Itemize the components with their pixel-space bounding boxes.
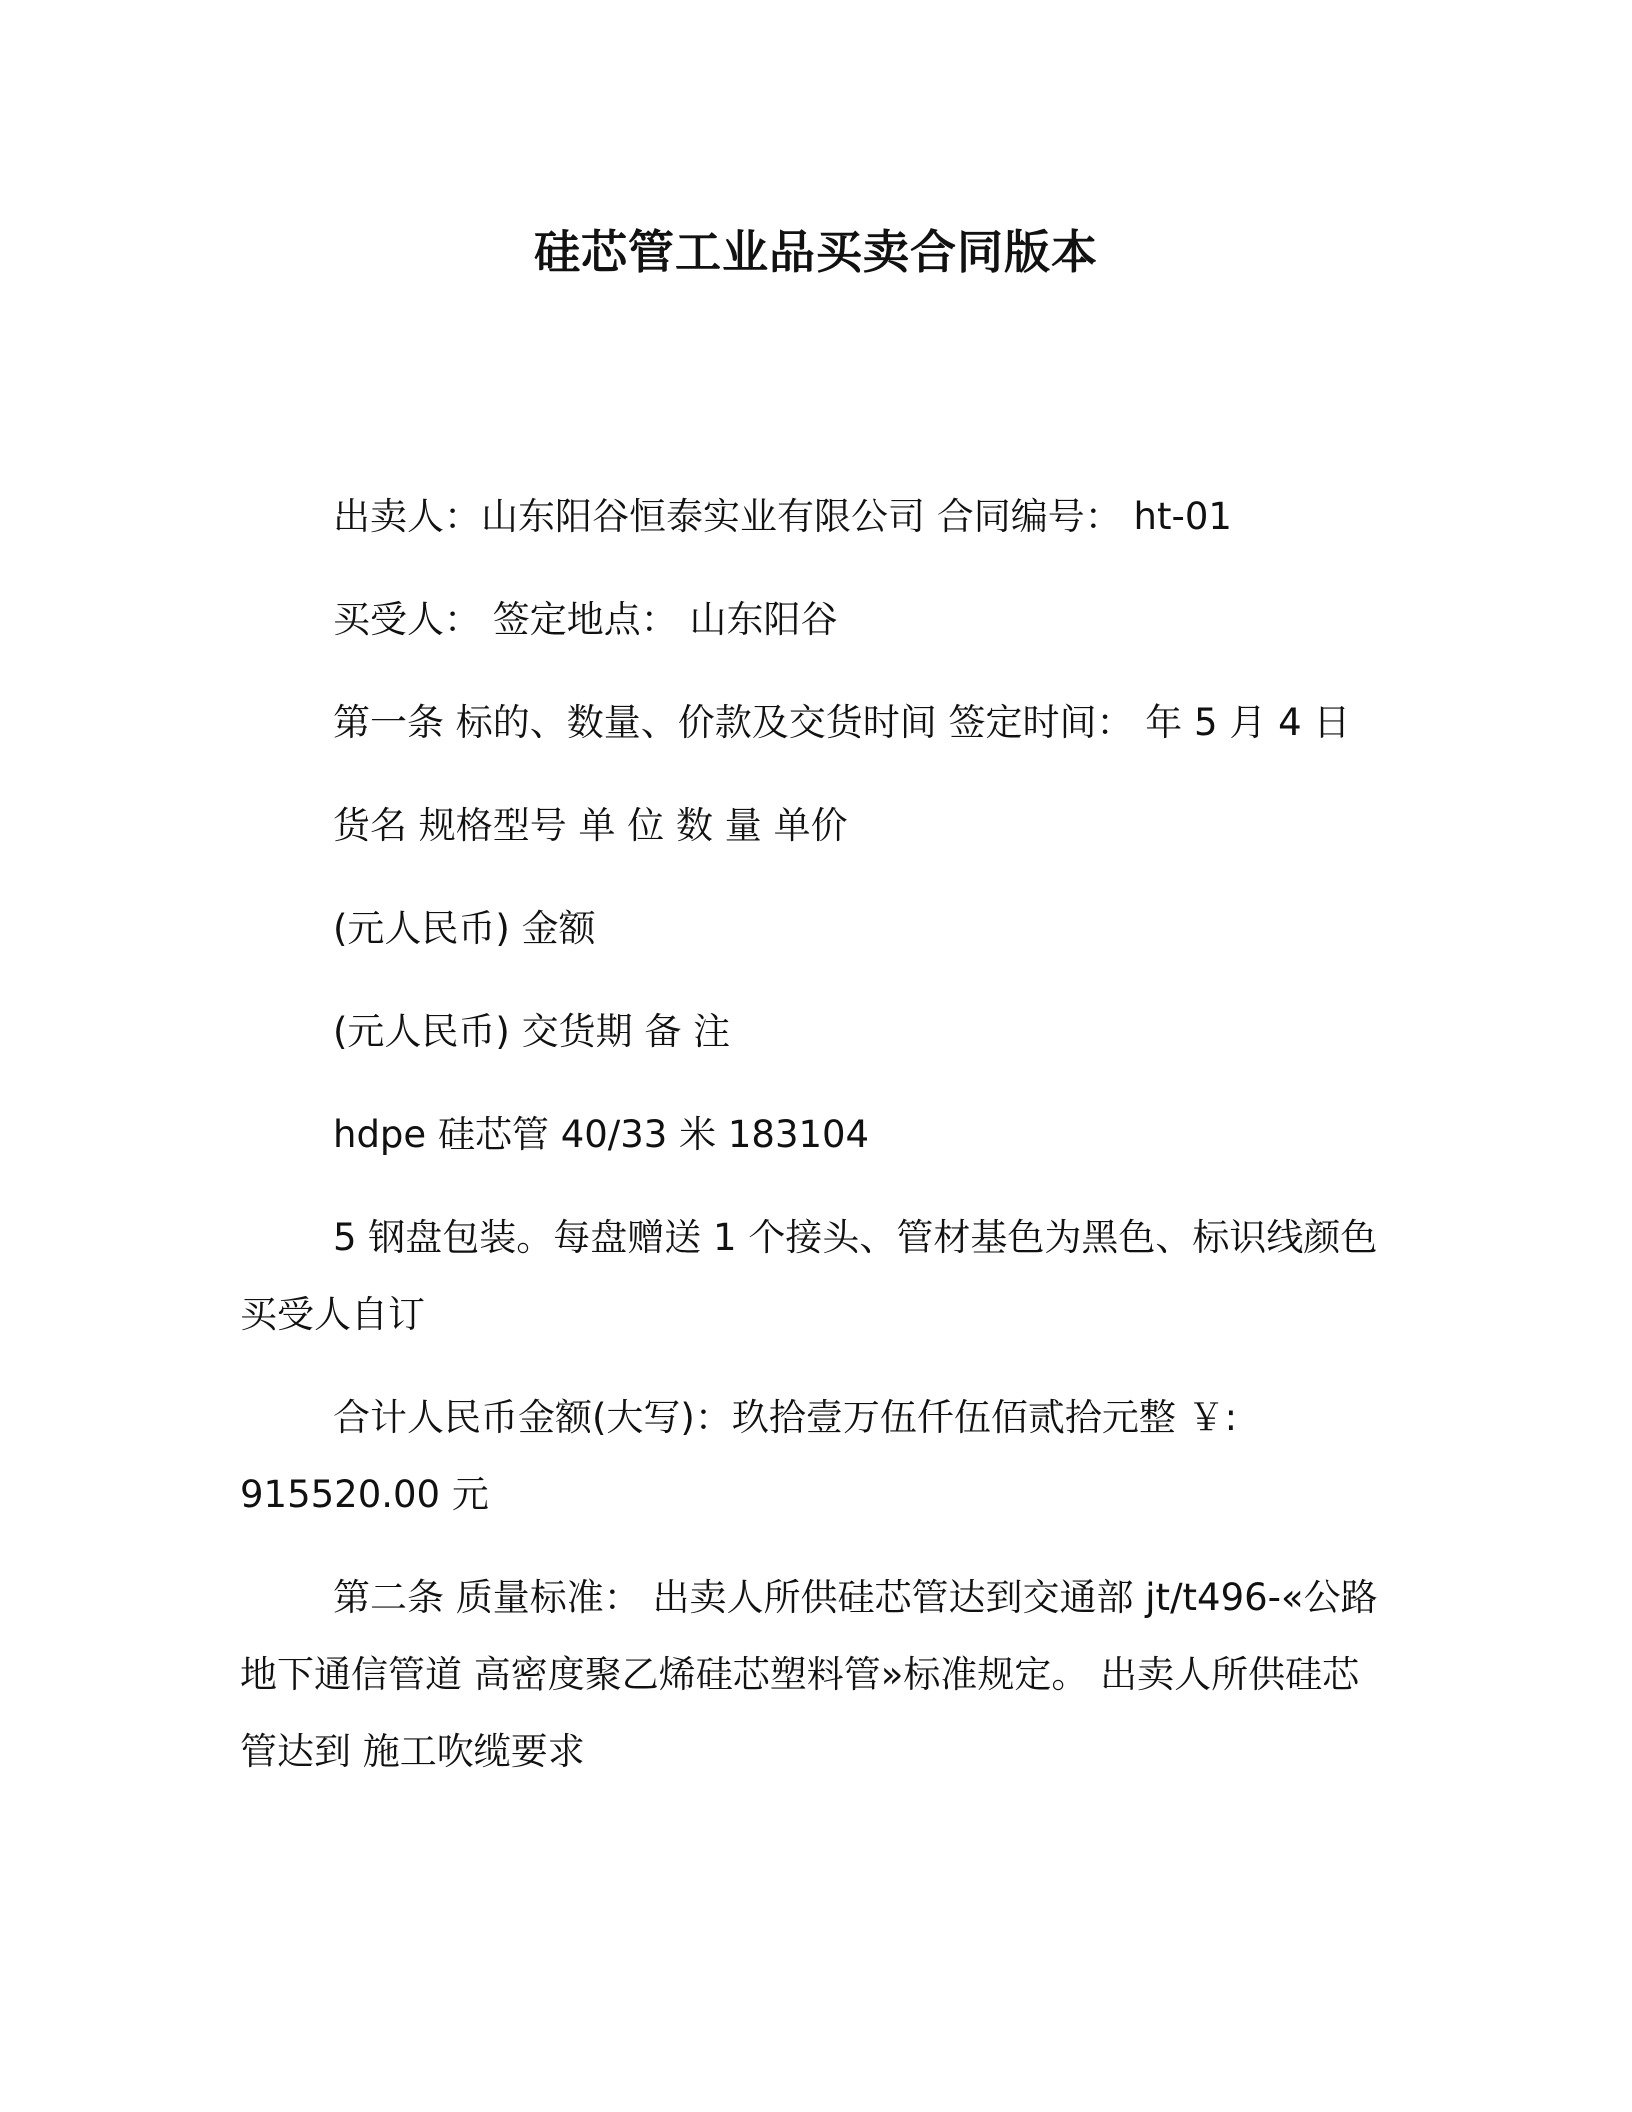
total-amount-line: 合计人民币金额(大写)：玖拾壹万伍仟伍佰贰拾元整 ￥: [333,1396,1238,1439]
article-two-line-2: 地下通信管道 高密度聚乙烯硅芯塑料管»标准规定。 出卖人所供硅芯 [240,1653,1360,1696]
seller-line: 出卖人：山东阳谷恒泰实业有限公司 合同编号： ht-01 [333,495,1232,538]
article-two-line-3: 管达到 施工吹缆要求 [240,1730,585,1773]
buyer-line: 买受人： 签定地点： 山东阳谷 [333,598,838,641]
packaging-line-continued: 买受人自订 [240,1293,425,1336]
total-amount-figure: 915520.00 元 [240,1473,489,1516]
delivery-header-line: (元人民币) 交货期 备 注 [333,1010,731,1053]
goods-header-line: 货名 规格型号 单 位 数 量 单价 [333,804,848,847]
document-title: 硅芯管工业品买卖合同版本 [534,225,1098,279]
packaging-line: 5 钢盘包装。每盘赠送 1 个接头、管材基色为黑色、标识线颜色 [333,1216,1378,1259]
article-one-line: 第一条 标的、数量、价款及交货时间 签定时间： 年 5 月 4 日 [333,701,1351,744]
amount-header-line: (元人民币) 金额 [333,907,596,950]
goods-item-line: hdpe 硅芯管 40/33 米 183104 [333,1113,870,1156]
article-two-line: 第二条 质量标准： 出卖人所供硅芯管达到交通部 jt/t496-«公路 [333,1576,1378,1619]
